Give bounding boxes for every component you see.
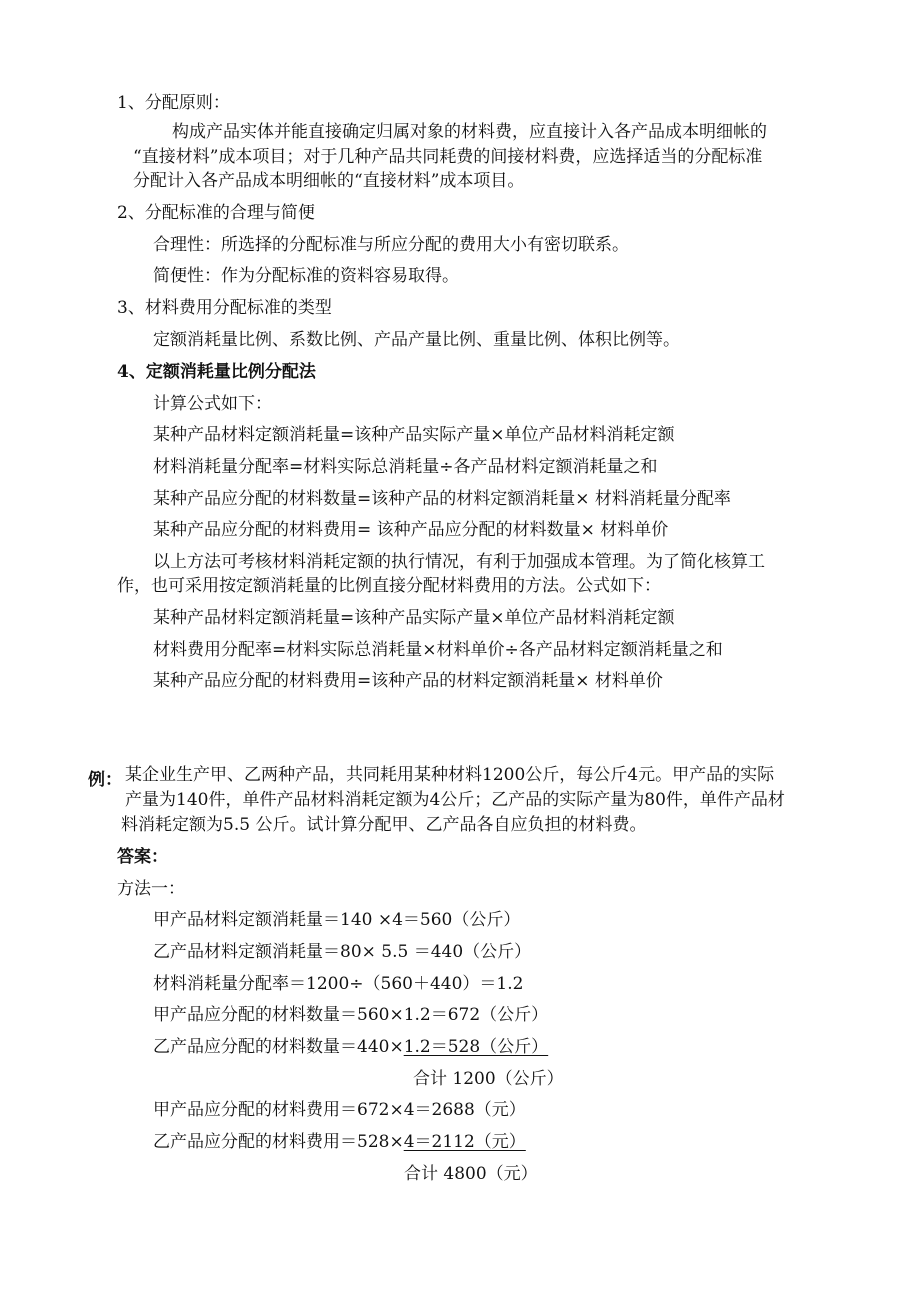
- formula-line-5: 某种产品材料定额消耗量=该种产品实际产量×单位产品材料消耗定额: [153, 608, 675, 628]
- section4-paragraph-line2: 作，也可采用按定额消耗量的比例直接分配材料费用的方法。公式如下：: [117, 576, 661, 596]
- section4-paragraph-line1: 以上方法可考核材料消耗定额的执行情况，有利于加强成本管理。为了简化核算工: [153, 552, 765, 572]
- subtotal-cost: 合计 4800（元）: [404, 1164, 538, 1184]
- example-line3: 料消耗定额为5.5 公斤。试计算分配甲、乙产品各自应负担的材料费。: [121, 815, 647, 835]
- answer-line-3: 材料消耗量分配率＝1200÷（560＋440）＝1.2: [153, 974, 524, 994]
- answer-line-1: 甲产品材料定额消耗量＝140 ×4＝560（公斤）: [153, 910, 521, 930]
- section2-heading: 2、分配标准的合理与简便: [117, 203, 315, 223]
- answer-line-6: 甲产品应分配的材料费用＝672×4＝2688（元）: [153, 1100, 526, 1120]
- example-label: 例：: [88, 770, 122, 790]
- section1-paragraph-line3: 分配计入各产品成本明细帐的“直接材料”成本项目。: [133, 171, 525, 191]
- section3-line1: 定额消耗量比例、系数比例、产品产量比例、重量比例、体积比例等。: [153, 330, 680, 350]
- example-line1: 某企业生产甲、乙两种产品，共同耗用某种材料1200公斤，每公斤4元。甲产品的实际: [125, 765, 775, 785]
- answer-line-5: [153, 1037, 548, 1057]
- section2-line2: 简便性：作为分配标准的资料容易取得。: [153, 266, 459, 286]
- section4-heading: 4、定额消耗量比例分配法: [117, 362, 316, 382]
- method-label: 方法一：: [117, 879, 185, 899]
- answer-line-7-underlined: 4＝2112（元）: [403, 1132, 526, 1152]
- formula-line-1: 某种产品材料定额消耗量=该种产品实际产量×单位产品材料消耗定额: [153, 425, 675, 445]
- section2-line1: 合理性：所选择的分配标准与所应分配的费用大小有密切联系。: [153, 235, 629, 255]
- answer-line-5-underlined: 1.2＝528（公斤）: [403, 1037, 549, 1057]
- section4-intro: 计算公式如下：: [153, 394, 272, 414]
- formula-line-6: 材料费用分配率=材料实际总消耗量×材料单价÷各产品材料定额消耗量之和: [153, 640, 723, 660]
- answer-line-4: 甲产品应分配的材料数量＝560×1.2＝672（公斤）: [153, 1005, 549, 1025]
- answer-line-5-text: 乙产品应分配的材料数量＝440×: [153, 1037, 404, 1057]
- subtotal-quantity: 合计 1200（公斤）: [413, 1069, 564, 1089]
- formula-line-7: 某种产品应分配的材料费用=该种产品的材料定额消耗量× 材料单价: [153, 671, 663, 691]
- answer-line-7-text: 乙产品应分配的材料费用＝528×: [153, 1132, 404, 1152]
- section1-paragraph-line1: 构成产品实体并能直接确定归属对象的材料费，应直接计入各产品成本明细帐的: [172, 122, 767, 142]
- formula-line-3: 某种产品应分配的材料数量=该种产品的材料定额消耗量× 材料消耗量分配率: [153, 489, 731, 509]
- example-line2: 产量为140件，单件产品材料消耗定额为4公斤；乙产品的实际产量为80件，单件产品材: [125, 790, 785, 810]
- answer-line-7: [153, 1132, 526, 1152]
- formula-line-4: 某种产品应分配的材料费用= 该种产品应分配的材料数量× 材料单价: [153, 520, 669, 540]
- section3-heading: 3、材料费用分配标准的类型: [117, 298, 332, 318]
- section1-paragraph-line2: “直接材料”成本项目；对于几种产品共同耗费的间接材料费，应选择适当的分配标准: [133, 147, 763, 167]
- formula-line-2: 材料消耗量分配率=材料实际总消耗量÷各产品材料定额消耗量之和: [153, 457, 658, 477]
- section1-heading: 1、分配原则：: [117, 93, 230, 113]
- answer-label: 答案：: [117, 847, 168, 867]
- answer-line-2: 乙产品材料定额消耗量＝80× 5.5 ＝440（公斤）: [153, 942, 532, 962]
